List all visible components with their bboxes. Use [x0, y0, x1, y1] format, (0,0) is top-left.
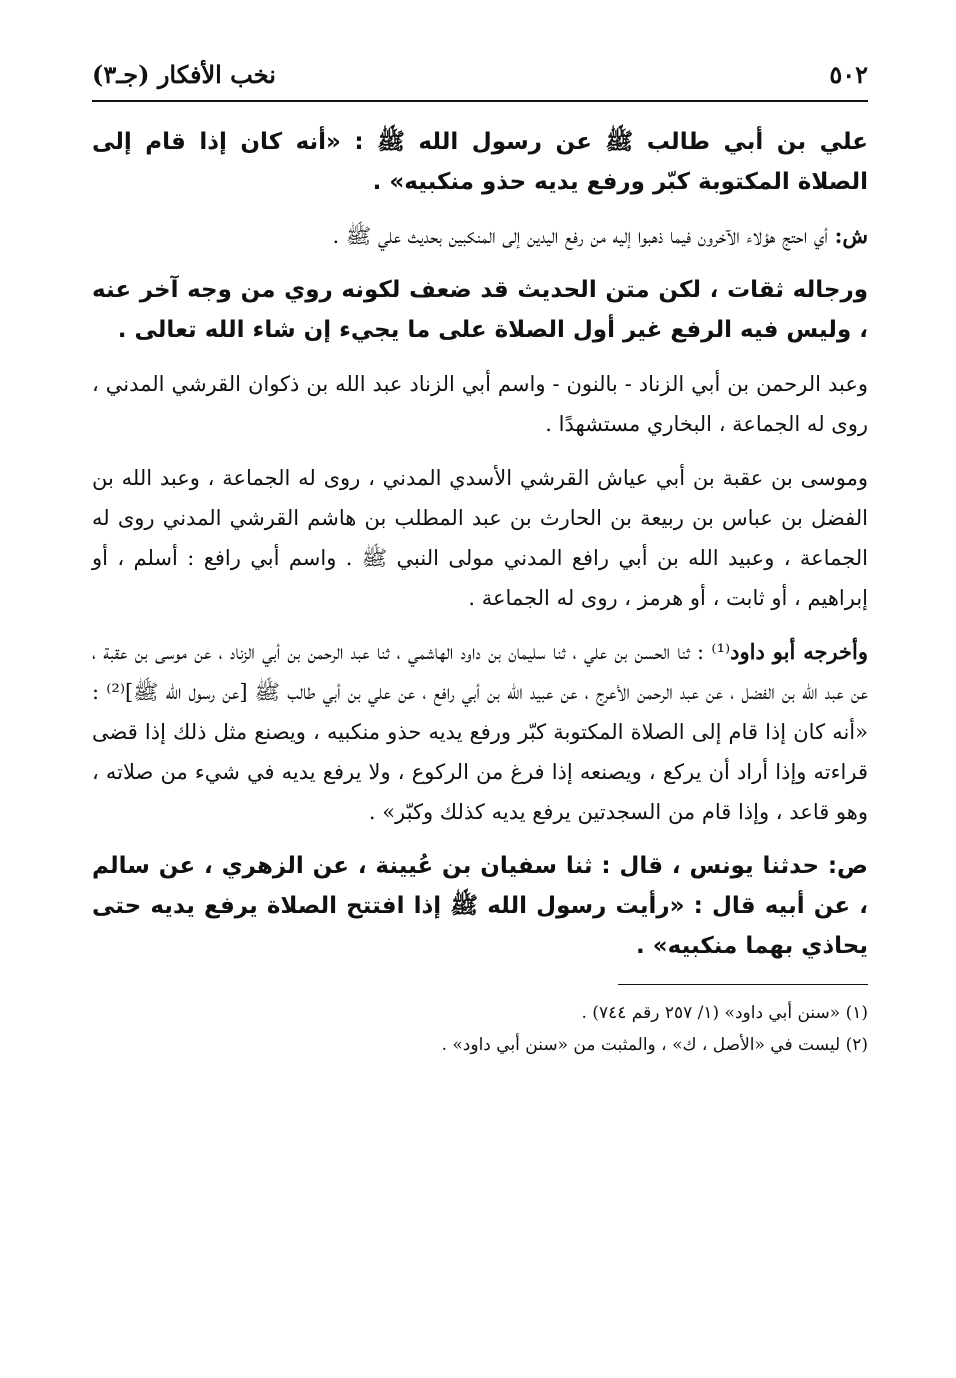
footnote-2: (٢) ليست في «الأصل ، ك» ، والمثبت من «سنن أبي داود» . — [441, 1035, 868, 1055]
header-divider — [92, 100, 868, 102]
paragraph-abu-dawud-narration: وأخرجه أبو داود⁽¹⁾ : ثنا الحسن بن علي ، ثنا سليمان بن داود الهاشمي ، ثنا عبد الرحمن بن أبي الزناد ، عن موسى بن عقبة ، عن عبد الله بن الفضل ، عن عبد الرحمن الأعرج ، عن عبيد الله بن أبي رافع ، عن علي بن أبي طالب ﷺ [عن رسول الله ﷺ]⁽²⁾ : «أنه كان إذا قام إلى الصلاة المكتوبة كبّر ورفع يديه حذو منكبيه ، ويصنع مثل ذلك إذا قضى قراءته وإذا أراد أن يركع ، ويصنعه إذا فرغ من الركوع ، ولا يرفع يديه في شيء من صلاته ، وهو قاعد ، وإذا قام من السجدتين يرفع يديه كذلك وكبّر» . — [92, 639, 868, 824]
book-page — [92, 52, 868, 1352]
paragraph-lead: وأخرجه أبو داود — [730, 639, 868, 664]
footnote-1: (١) «سنن أبي داود» (١/ ٢٥٧ رقم ٧٤٤) . — [581, 1003, 868, 1023]
paragraph-lead: ش: — [834, 223, 868, 248]
paragraph-narrators-assessment: ورجاله ثقات ، لكن متن الحديث قد ضعف لكونه روي من وجه آخر عنه ، وليس فيه الرفع غير أول الصلاة على ما يجيء إن شاء الله تعالى . — [92, 277, 868, 343]
paragraph-narrator-ibn-abi-zinad: وعبد الرحمن بن أبي الزناد - بالنون - واسم أبي الزناد عبد الله بن ذكوان القرشي المدني ، روى له الجماعة ، البخاري مستشهدًا . — [92, 372, 868, 436]
paragraph-hadith-yunus: ص: حدثنا يونس ، قال : ثنا سفيان بن عُيينة ، عن الزهري ، عن سالم ، عن أبيه قال : «رأيت رسول الله ﷺ إذا افتتح الصلاة يرفع يديه حتى يحاذي بهما منكبيه» . — [92, 853, 868, 959]
paragraph-commentary: ش: أي احتج هؤلاء الآخرون فيما ذهبوا إليه من رفع اليدين إلى المنكبين بحديث علي ﷺ . — [332, 223, 868, 248]
book-title: نخب الأفكار (جـ٣) — [92, 59, 276, 89]
page-header — [92, 52, 868, 96]
page-number: ٥٠٢ — [829, 59, 868, 89]
paragraph-hadith-ali: علي بن أبي طالب ﷺ عن رسول الله ﷺ : «أنه كان إذا قام إلى الصلاة المكتوبة كبّر ورفع يديه حذو منكبيه» . — [92, 129, 868, 195]
footnote-divider — [618, 984, 868, 985]
footnotes — [92, 997, 868, 1061]
paragraph-narrator-musa-ibn-uqba: وموسى بن عقبة بن أبي عياش القرشي الأسدي المدني ، روى له الجماعة ، وعبد الله بن الفضل بن عباس بن ربيعة بن الحارث بن عبد المطلب بن هاشم القرشي المدني روى له الجماعة ، وعبيد الله بن أبي رافع المدني مولى النبي ﷺ . واسم أبي رافع : أسلم ، أو إبراهيم ، أو ثابت ، أو هرمز ، روى له الجماعة . — [92, 466, 868, 610]
page-body — [92, 122, 868, 966]
